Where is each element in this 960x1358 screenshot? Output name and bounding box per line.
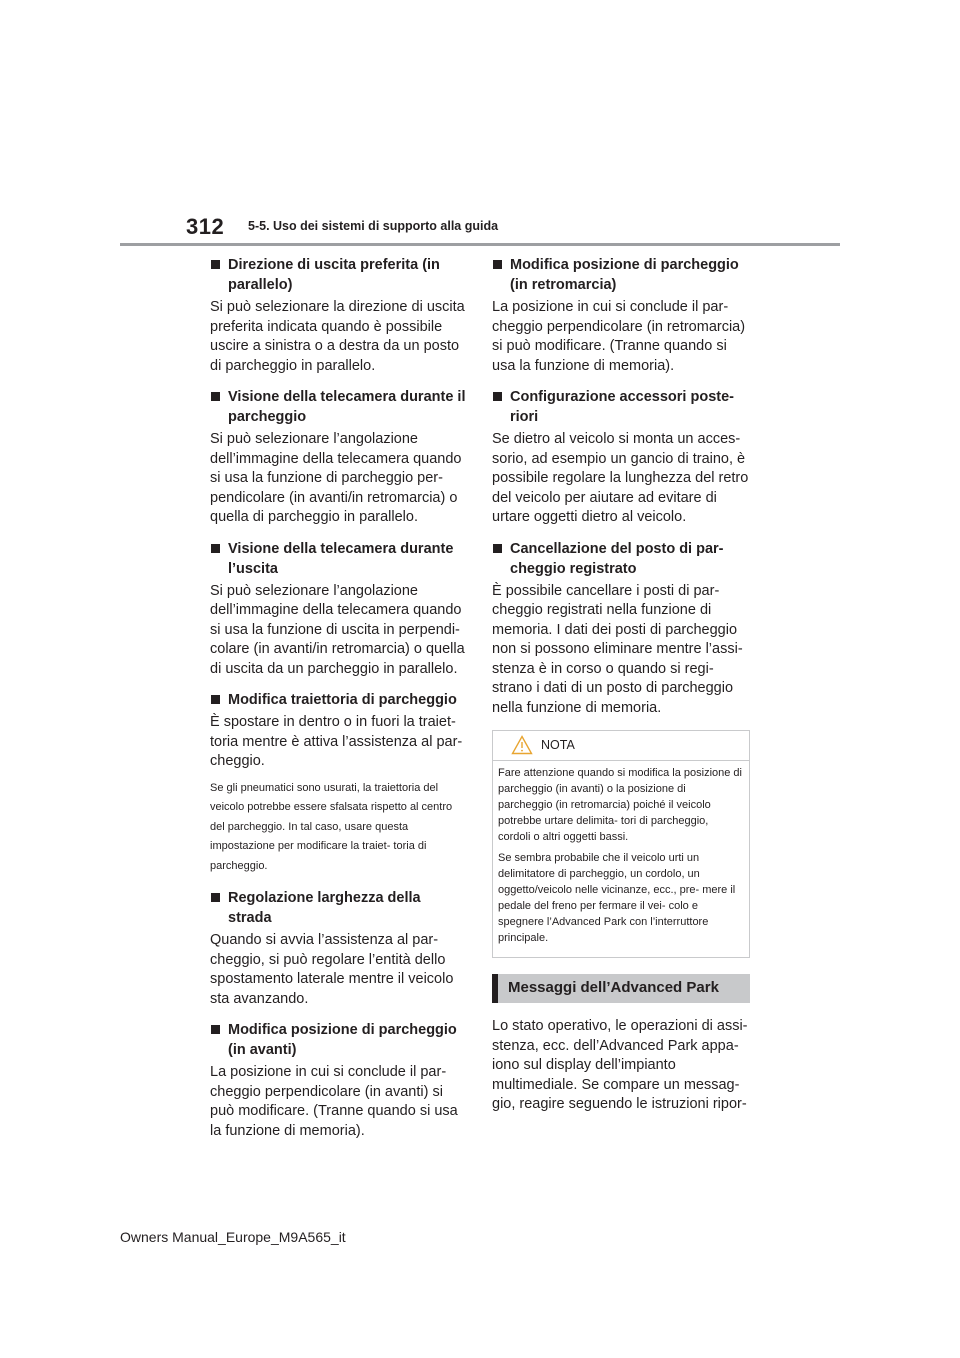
item-body: È possibile cancellare i posti di par- cheggio registrati nella funzione di memoria. I dati dei posti di parcheggio non si possono eliminare mentre l’assi- stenza è in corso o quando si regi- strano i dati di un posto di parcheggio nella funzione di memoria.: [492, 582, 743, 716]
item-title: [492, 255, 750, 295]
footer-text: Owners Manual_Europe_M9A565_it: [120, 1229, 346, 1245]
nota-paragraph: Se sembra probabile che il veicolo urti un delimitatore di parcheggio, un cordolo, un oggetto/veicolo nelle vicinanze, ecc., pre- mere il pedale del freno per fermare il vei- colo e spegnere l’Advanced Park con l’interruttore principale.: [498, 852, 736, 944]
nota-header: [493, 731, 749, 761]
square-bullet-icon: [211, 260, 220, 269]
section-heading: Messaggi dell’Advanced Park: [492, 974, 750, 1003]
item-title-text: Visione della telecamera durante l’uscita: [228, 540, 454, 577]
section-header: 5-5. Uso dei sistemi di supporto alla guida: [248, 219, 499, 233]
square-bullet-icon: [493, 260, 502, 269]
item-title: [210, 690, 468, 710]
section-body: Lo stato operativo, le operazioni di assi- stenza, ecc. dell’Advanced Park appa- iono sul display dell’impianto multimediale. Se compare un messag- gio, reagire seguendo le istruzioni ripor-: [492, 1018, 748, 1112]
nota-body: [493, 761, 749, 957]
square-bullet-icon: [211, 1025, 220, 1034]
square-bullet-icon: [211, 544, 220, 553]
warning-triangle-icon: [511, 735, 533, 755]
item-body: Se dietro al veicolo si monta un acces- sorio, ad esempio un gancio di traino, è possibile regolare la lunghezza del retro del veicolo per aiutare ad evitare di urtare oggetti dietro al veicolo.: [492, 431, 749, 525]
right-column: [492, 255, 750, 1126]
item-title-text: Modifica posizione di parcheggio (in retromarcia): [510, 257, 739, 293]
item-body: Si può selezionare l’angolazione dell’immagine della telecamera quando si usa la funzione di parcheggio per- pendicolare (in avanti/in retromarcia) o quella di parcheggio in parallelo.: [210, 431, 462, 525]
item-note: Se gli pneumatici sono usurati, la traiettoria del veicolo potrebbe essere sfalsata rispetto al centro del parcheggio. In tal caso, usare questa impostazione per modificare la traiet- toria di parcheggio.: [210, 781, 453, 872]
item-title-text: Cancellazione del posto di par- cheggio registrato: [510, 540, 724, 577]
page-number: 312: [186, 214, 225, 239]
item-title: [492, 387, 750, 427]
item-body: La posizione in cui si conclude il par- cheggio perpendicolare (in retromarcia) si può modificare. (Tranne quando si usa la funzione di memoria).: [492, 299, 746, 374]
item-title: [210, 387, 468, 427]
item-title-text: Modifica posizione di parcheggio (in avanti): [228, 1022, 457, 1058]
item-body: Quando si avvia l’assistenza al par- cheggio, si può regolare l’entità dello spostamento laterale mentre il veicolo sta avanzando.: [210, 932, 454, 1007]
item-body: Si può selezionare la direzione di uscita preferita indicata quando è possibile uscire a sinistra o a destra da un posto di parcheggio in parallelo.: [210, 299, 465, 374]
item-title-text: Configurazione accessori poste- riori: [510, 389, 734, 425]
square-bullet-icon: [211, 893, 220, 902]
item-title-text: Modifica traiettoria di parcheggio: [228, 692, 457, 708]
item-title: [210, 255, 468, 295]
item-body: È spostare in dentro o in fuori la traiet- toria mentre è attiva l’assistenza al par- cheggio.: [210, 714, 463, 769]
square-bullet-icon: [493, 392, 502, 401]
nota-label: NOTA: [541, 738, 575, 752]
square-bullet-icon: [493, 544, 502, 553]
item-title-text: Direzione di uscita preferita (in parallelo): [228, 257, 440, 293]
item-title-text: Regolazione larghezza della strada: [228, 890, 421, 926]
left-column: [210, 255, 468, 1152]
item-title: [492, 539, 750, 579]
item-title: [210, 539, 468, 579]
item-body: Si può selezionare l’angolazione dell’immagine della telecamera quando si usa la funzione di uscita in perpendi- colare (in avanti/in retromarcia) o quella di uscita da un parcheggio in parallelo.: [210, 582, 465, 677]
nota-paragraph: Fare attenzione quando si modifica la posizione di parcheggio (in avanti) o la posizione di parcheggio (in retromarcia) poiché il veicolo potrebbe urtare delimita- tori di parcheggio, cordoli o altri oggetti bassi.: [498, 767, 742, 843]
item-title-text: Visione della telecamera durante il parcheggio: [228, 389, 466, 425]
nota-box: [492, 730, 750, 958]
item-body: La posizione in cui si conclude il par- cheggio perpendicolare (in avanti) si può modificare. (Tranne quando si usa la funzione di memoria).: [210, 1064, 458, 1139]
item-title: [210, 888, 468, 928]
square-bullet-icon: [211, 392, 220, 401]
item-title: [210, 1020, 468, 1060]
header-rule: [120, 243, 840, 246]
square-bullet-icon: [211, 695, 220, 704]
